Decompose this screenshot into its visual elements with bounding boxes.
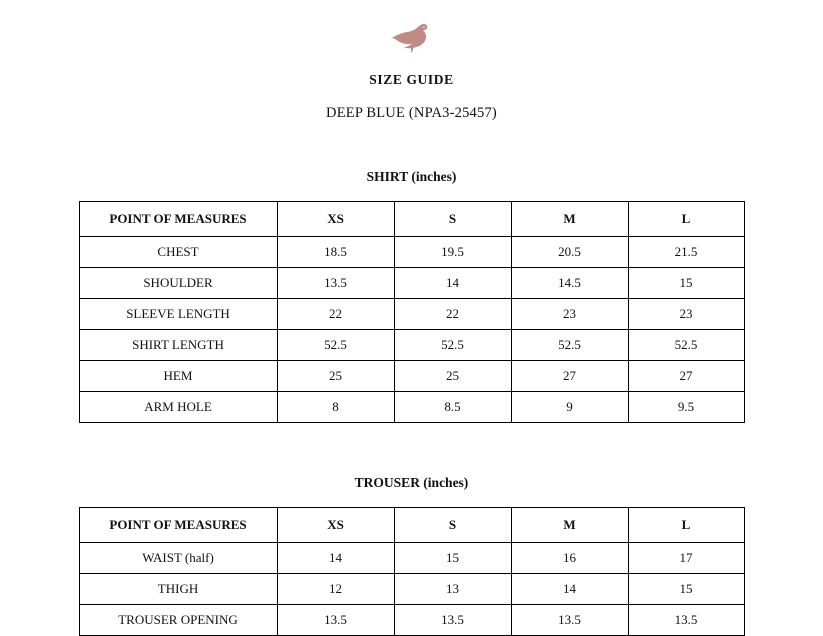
column-header-xs: XS (277, 508, 394, 543)
measure-value-s: 25 (394, 361, 511, 392)
measure-value-m: 27 (511, 361, 628, 392)
column-header-s: S (394, 202, 511, 237)
shirt-size-table (79, 201, 745, 423)
shirt-section (0, 169, 823, 423)
table-row (79, 330, 744, 361)
measure-value-s: 22 (394, 299, 511, 330)
logo-container (0, 0, 823, 54)
column-header-m: M (511, 508, 628, 543)
trouser-section-title: TROUSER (inches) (354, 475, 469, 490)
measure-value-xs: 22 (277, 299, 394, 330)
measure-value-s: 14 (394, 268, 511, 299)
measure-value-l: 17 (628, 543, 744, 574)
measure-value-xs: 25 (277, 361, 394, 392)
measure-value-xs: 13.5 (277, 605, 394, 636)
table-row (79, 268, 744, 299)
measure-label: WAIST (half) (79, 543, 277, 574)
column-header-l: L (628, 508, 744, 543)
measure-label: SHIRT LENGTH (79, 330, 277, 361)
product-name: DEEP BLUE (NPA3-25457) (326, 105, 497, 121)
shirt-section-title: SHIRT (inches) (366, 169, 457, 184)
measure-value-m: 23 (511, 299, 628, 330)
dove-bird-logo-icon (386, 20, 438, 54)
measure-value-m: 9 (511, 392, 628, 423)
measure-label: HEM (79, 361, 277, 392)
measure-label: CHEST (79, 237, 277, 268)
column-header-measures: POINT OF MEASURES (79, 508, 277, 543)
table-row (79, 299, 744, 330)
table-row (79, 605, 744, 636)
measure-value-m: 20.5 (511, 237, 628, 268)
table-header-row (79, 202, 744, 237)
measure-value-s: 13.5 (394, 605, 511, 636)
column-header-s: S (394, 508, 511, 543)
column-header-measures: POINT OF MEASURES (79, 202, 277, 237)
measure-label: SLEEVE LENGTH (79, 299, 277, 330)
measure-value-l: 27 (628, 361, 744, 392)
measure-value-s: 8.5 (394, 392, 511, 423)
measure-value-m: 14.5 (511, 268, 628, 299)
measure-value-l: 15 (628, 574, 744, 605)
trouser-section (0, 475, 823, 636)
measure-label: THIGH (79, 574, 277, 605)
column-header-m: M (511, 202, 628, 237)
table-row (79, 543, 744, 574)
measure-label: SHOULDER (79, 268, 277, 299)
page-title: SIZE GUIDE (369, 72, 454, 87)
measure-value-m: 14 (511, 574, 628, 605)
table-header-row (79, 508, 744, 543)
measure-value-m: 52.5 (511, 330, 628, 361)
measure-label: TROUSER OPENING (79, 605, 277, 636)
table-row (79, 392, 744, 423)
measure-value-xs: 12 (277, 574, 394, 605)
measure-value-l: 21.5 (628, 237, 744, 268)
measure-value-l: 52.5 (628, 330, 744, 361)
measure-value-xs: 52.5 (277, 330, 394, 361)
measure-value-xs: 14 (277, 543, 394, 574)
measure-value-s: 13 (394, 574, 511, 605)
measure-value-xs: 18.5 (277, 237, 394, 268)
measure-value-l: 23 (628, 299, 744, 330)
measure-label: ARM HOLE (79, 392, 277, 423)
table-row (79, 574, 744, 605)
shirt-table-container (0, 201, 823, 423)
measure-value-xs: 13.5 (277, 268, 394, 299)
measure-value-xs: 8 (277, 392, 394, 423)
column-header-l: L (628, 202, 744, 237)
measure-value-s: 15 (394, 543, 511, 574)
measure-value-s: 52.5 (394, 330, 511, 361)
measure-value-l: 15 (628, 268, 744, 299)
table-row (79, 361, 744, 392)
measure-value-s: 19.5 (394, 237, 511, 268)
measure-value-l: 13.5 (628, 605, 744, 636)
measure-value-m: 16 (511, 543, 628, 574)
measure-value-l: 9.5 (628, 392, 744, 423)
trouser-size-table (79, 507, 745, 636)
table-row (79, 237, 744, 268)
measure-value-m: 13.5 (511, 605, 628, 636)
column-header-xs: XS (277, 202, 394, 237)
trouser-table-container (0, 507, 823, 636)
